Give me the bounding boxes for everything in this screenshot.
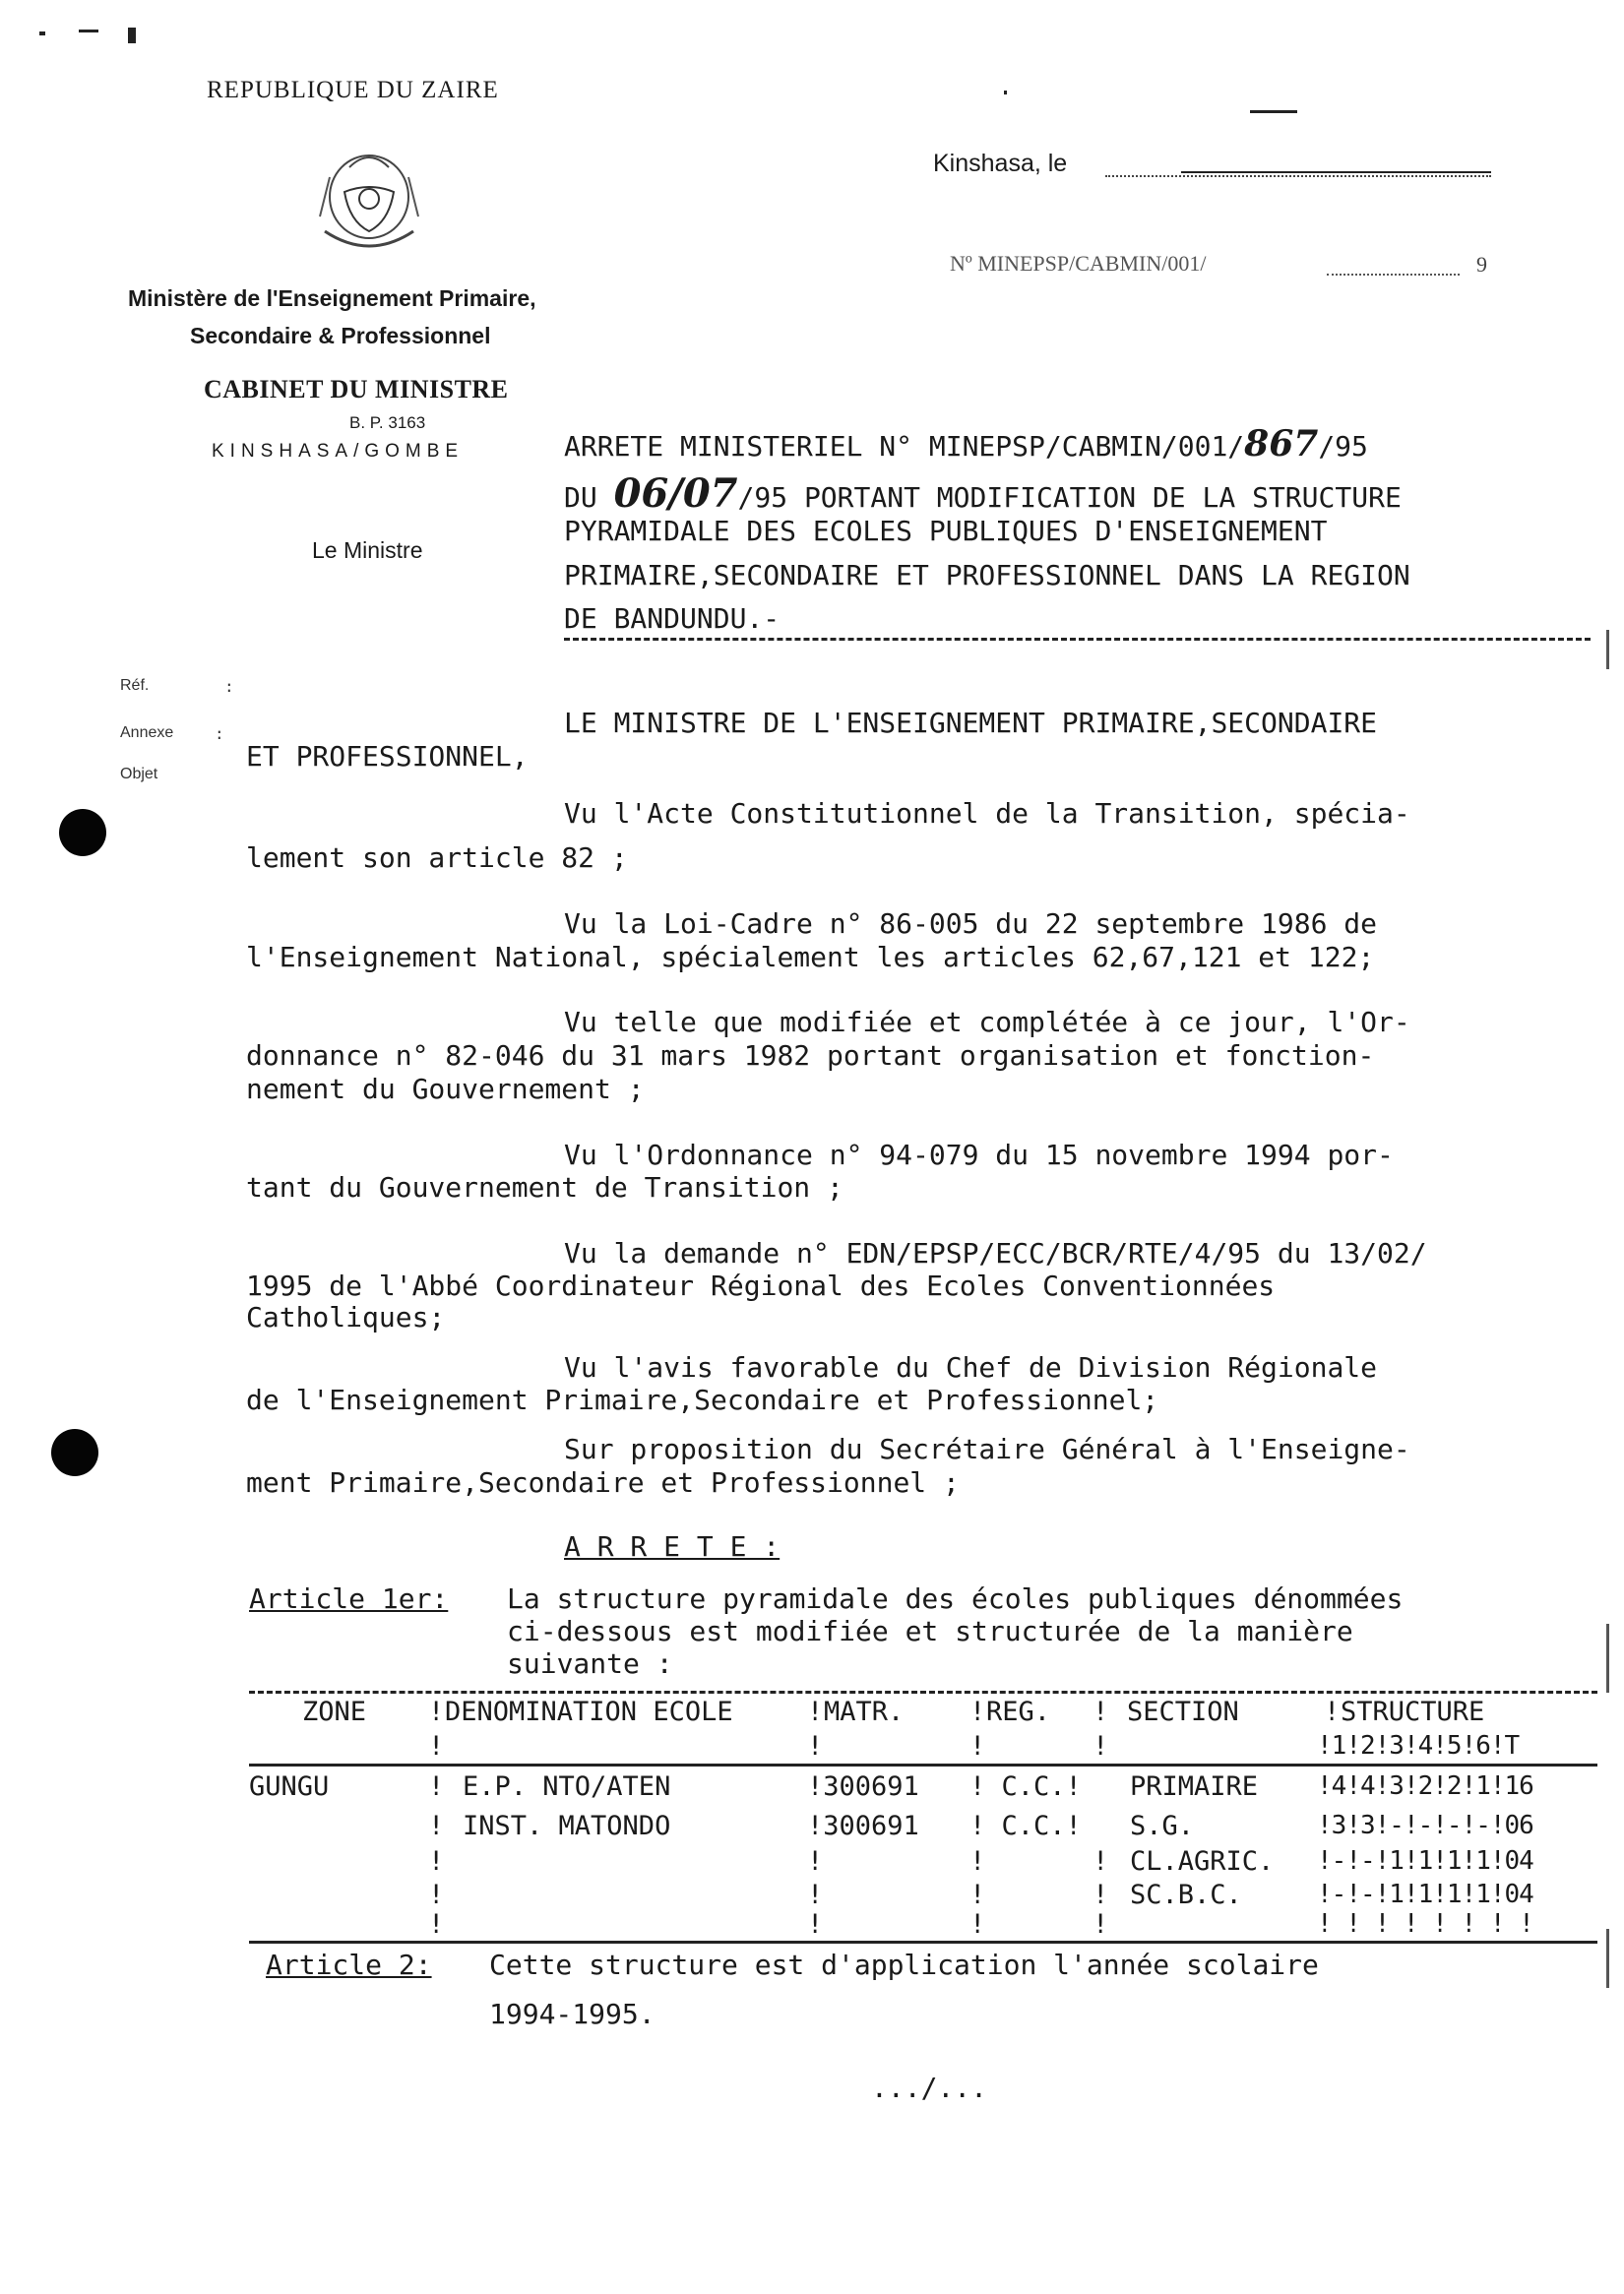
header-reg: REG. — [986, 1697, 1051, 1727]
cell-reg-value: C.C. — [1001, 1811, 1066, 1841]
scan-speck — [128, 28, 136, 43]
cabinet-heading: CABINET DU MINISTRE — [204, 375, 509, 403]
objet-label: Objet — [120, 766, 158, 782]
cell-sep: ! — [1093, 1846, 1109, 1877]
postal-box: B. P. 3163 — [349, 413, 426, 432]
vu-6-line2: de l'Enseignement Primaire,Secondaire et Professionnel; — [246, 1384, 1159, 1416]
ministry-name-line2: Secondaire & Professionnel — [190, 323, 491, 348]
header-sep: ! — [428, 1697, 445, 1727]
cell-section: S.G. — [1130, 1811, 1195, 1841]
header-matr: MATR. — [824, 1697, 905, 1727]
article-2-label: Article 2: — [266, 1949, 432, 1981]
handwritten-date: 06/07 — [613, 470, 738, 517]
cell-s5: 1 — [1446, 1846, 1462, 1876]
header-sep: ! — [807, 1697, 824, 1727]
title-line1-text: ARRETE MINISTERIEL N° MINEPSP/CABMIN/001/ — [564, 430, 1245, 463]
cell-s6: - — [1475, 1811, 1490, 1840]
cell-s1: 3 — [1331, 1811, 1346, 1840]
vu-4-line2: tant du Gouvernement de Transition ; — [246, 1171, 843, 1204]
annexe-colon: : — [215, 724, 224, 743]
cell-s2: - — [1359, 1880, 1375, 1909]
cell-structure: !-!-!1!1!1!1!04 — [1317, 1846, 1533, 1876]
year-3: 3 — [1389, 1731, 1404, 1761]
article-1-line1: La structure pyramidale des écoles publiques dénommées — [507, 1582, 1404, 1615]
year-4: 4 — [1417, 1731, 1433, 1761]
cell-ecole: INST. MATONDO — [463, 1811, 671, 1841]
cell-s4: 1 — [1417, 1880, 1433, 1909]
cell-structure: !-!-!1!1!1!1!04 — [1317, 1880, 1533, 1909]
year-6: 6 — [1475, 1731, 1490, 1761]
cell-sep: ! — [1093, 1880, 1109, 1910]
cell-reg: ! C.C.! — [969, 1811, 1082, 1841]
table-bottom-rule — [249, 1941, 1597, 1944]
cell-s1: 4 — [1331, 1771, 1346, 1801]
title-line3: PYRAMIDALE DES ECOLES PUBLIQUES D'ENSEIGNEMENT — [564, 515, 1328, 547]
scan-edge-mark — [1606, 1624, 1609, 1693]
table-header-rule — [249, 1764, 1597, 1767]
punch-hole-bottom — [51, 1429, 98, 1476]
intro-line1: LE MINISTRE DE L'ENSEIGNEMENT PRIMAIRE,SECONDAIRE — [564, 707, 1378, 739]
cell-matr-value: 300691 — [823, 1811, 919, 1841]
vu-1-line2: lement son article 82 ; — [246, 841, 628, 874]
cell-s4: 1 — [1417, 1846, 1433, 1876]
cell-s5: 1 — [1446, 1880, 1462, 1909]
vu-3-line2: donnance n° 82-046 du 31 mars 1982 portant organisation et fonction- — [246, 1039, 1375, 1072]
cell-sep: ! — [807, 1846, 824, 1877]
cell-s3: 1 — [1389, 1880, 1404, 1909]
cell-zone: GUNGU — [249, 1771, 330, 1802]
table-top-rule — [249, 1691, 1597, 1694]
scan-edge-mark — [1606, 630, 1609, 669]
scan-speck — [39, 31, 45, 35]
cell-sep: ! — [1093, 1909, 1109, 1940]
title-line5: DE BANDUNDU.- — [564, 602, 781, 635]
year-2: 2 — [1359, 1731, 1375, 1761]
cell-sep: ! — [428, 1909, 445, 1940]
scan-speck — [79, 30, 98, 32]
republic-heading: REPUBLIQUE DU ZAIRE — [207, 77, 499, 103]
title-line4: PRIMAIRE,SECONDAIRE ET PROFESSIONNEL DANS LA REGION — [564, 559, 1410, 591]
cell-sep: ! — [969, 1880, 986, 1910]
continuation-mark: .../... — [871, 2072, 988, 2104]
ref-colon: : — [224, 677, 234, 696]
header-section: SECTION — [1127, 1697, 1239, 1727]
city-line: KINSHASA/GOMBE — [212, 441, 465, 462]
header-sep: ! — [969, 1697, 986, 1727]
header-sep: ! — [1093, 1697, 1109, 1727]
cell-matr: !300691 — [807, 1771, 919, 1802]
date-dotted-line — [1105, 175, 1491, 177]
cell-s4: - — [1417, 1811, 1433, 1840]
cell-s1: - — [1331, 1846, 1346, 1876]
cell-sep: ! — [428, 1811, 445, 1841]
header-sep: ! — [428, 1731, 445, 1762]
vu-5-line2: 1995 de l'Abbé Coordinateur Régional des Ecoles Conventionnées — [246, 1270, 1276, 1302]
cell-sep: ! — [428, 1771, 445, 1802]
cell-s6: 1 — [1475, 1771, 1490, 1801]
ministry-name-line1: Ministère de l'Enseignement Primaire, — [128, 285, 536, 311]
title-line2 — [564, 470, 1402, 517]
cell-s2: - — [1359, 1846, 1375, 1876]
cell-total: 16 — [1504, 1771, 1533, 1801]
cell-s3: - — [1389, 1811, 1404, 1840]
minister-label: Le Ministre — [312, 537, 423, 563]
cell-reg: ! C.C.! — [969, 1771, 1082, 1802]
cell-section: SC.B.C. — [1130, 1880, 1242, 1910]
cell-section: PRIMAIRE — [1130, 1771, 1259, 1802]
cell-s3: 1 — [1389, 1846, 1404, 1876]
cell-sep: ! — [807, 1909, 824, 1940]
cell-matr-value: 300691 — [823, 1771, 919, 1802]
vu-1-line1: Vu l'Acte Constitutionnel de la Transition, spécia- — [564, 797, 1410, 830]
reference-dotted-line — [1327, 274, 1460, 276]
cell-sep: ! — [969, 1846, 986, 1877]
vu-6-line1: Vu l'avis favorable du Chef de Division Régionale — [564, 1351, 1378, 1384]
vu-3-line3: nement du Gouvernement ; — [246, 1073, 645, 1105]
cell-sep: ! — [807, 1880, 824, 1910]
title-separator — [564, 638, 1591, 641]
cell-s3: 3 — [1389, 1771, 1404, 1801]
header-zone: ZONE — [302, 1697, 367, 1727]
title-line2-text: /95 PORTANT MODIFICATION DE LA STRUCTURE — [737, 481, 1402, 514]
header-years: !1!2!3!4!5!6!T — [1317, 1731, 1520, 1761]
cell-sep: ! ! ! ! ! ! ! ! — [1317, 1909, 1533, 1939]
article-1-line3: suivante : — [507, 1647, 673, 1680]
header-sep: ! — [1324, 1697, 1341, 1727]
cell-s1: - — [1331, 1880, 1346, 1909]
cell-structure: !4!4!3!2!2!1!16 — [1317, 1771, 1533, 1801]
date-underline — [1181, 171, 1491, 173]
title-line1 — [564, 423, 1368, 465]
article-2-line1: Cette structure est d'application l'année scolaire — [489, 1949, 1319, 1981]
ref-label: Réf. — [120, 677, 150, 694]
arrete-heading: A R R E T E : — [564, 1530, 781, 1563]
cell-sep: ! — [969, 1909, 986, 1940]
year-1: 1 — [1331, 1731, 1346, 1761]
vu-5-line1: Vu la demande n° EDN/EPSP/ECC/BCR/RTE/4/95 du 13/02/ — [564, 1237, 1427, 1270]
scan-edge-mark — [1606, 1929, 1609, 1988]
cell-s5: 2 — [1446, 1771, 1462, 1801]
handwritten-number: 867 — [1244, 423, 1319, 465]
proposition-line2: ment Primaire,Secondaire et Professionnel ; — [246, 1466, 960, 1499]
year-5: 5 — [1446, 1731, 1462, 1761]
cell-s2: 3 — [1359, 1811, 1375, 1840]
cell-s6: 1 — [1475, 1880, 1490, 1909]
year-total: T — [1504, 1731, 1520, 1761]
cell-matr: !300691 — [807, 1811, 919, 1841]
vu-3-line1: Vu telle que modifiée et complétée à ce jour, l'Or- — [564, 1006, 1410, 1038]
cell-structure: !3!3!-!-!-!-!06 — [1317, 1811, 1533, 1840]
vu-2-line2: l'Enseignement National, spécialement les articles 62,67,121 et 122; — [246, 941, 1375, 973]
header-sep: ! — [1093, 1731, 1109, 1762]
article-2-line2: 1994-1995. — [489, 1998, 656, 2030]
cell-sep: ! — [428, 1846, 445, 1877]
punch-hole-top — [59, 809, 106, 856]
vu-4-line1: Vu l'Ordonnance n° 94-079 du 15 novembre 1994 por- — [564, 1139, 1394, 1171]
cell-total: 04 — [1504, 1846, 1533, 1876]
vu-2-line1: Vu la Loi-Cadre n° 86-005 du 22 septembre 1986 de — [564, 907, 1378, 940]
cell-sep: ! — [428, 1880, 445, 1910]
intro-line2: ET PROFESSIONNEL, — [246, 740, 529, 773]
scan-speck — [1250, 110, 1297, 113]
header-structure: STRUCTURE — [1341, 1697, 1485, 1727]
coat-of-arms-seal — [300, 138, 438, 261]
header-sep: ! — [969, 1731, 986, 1762]
title-line1-year: /95 — [1318, 430, 1368, 463]
cell-s4: 2 — [1417, 1771, 1433, 1801]
reference-number: Nº MINEPSP/CABMIN/001/ — [950, 251, 1207, 276]
cell-section: CL.AGRIC. — [1130, 1846, 1275, 1877]
title-line2-prefix: DU — [564, 481, 614, 514]
header-ecole: DENOMINATION ECOLE — [445, 1697, 733, 1727]
header-sep: ! — [807, 1731, 824, 1762]
cell-total: 04 — [1504, 1880, 1533, 1909]
scan-speck — [1004, 91, 1007, 94]
reference-suffix: 9 — [1476, 252, 1487, 277]
place-date-label: Kinshasa, le — [933, 150, 1068, 177]
cell-ecole: E.P. NTO/ATEN — [463, 1771, 671, 1802]
article-1-label: Article 1er: — [249, 1582, 449, 1615]
cell-s5: - — [1446, 1811, 1462, 1840]
annexe-label: Annexe — [120, 724, 174, 741]
article-1-line2: ci-dessous est modifiée et structurée de la manière — [507, 1615, 1353, 1647]
proposition-line1: Sur proposition du Secrétaire Général à l'Enseigne- — [564, 1433, 1410, 1465]
cell-reg-value: C.C. — [1001, 1771, 1066, 1802]
cell-s6: 1 — [1475, 1846, 1490, 1876]
cell-s2: 4 — [1359, 1771, 1375, 1801]
vu-5-line3: Catholiques; — [246, 1301, 446, 1333]
cell-total: 06 — [1504, 1811, 1533, 1840]
